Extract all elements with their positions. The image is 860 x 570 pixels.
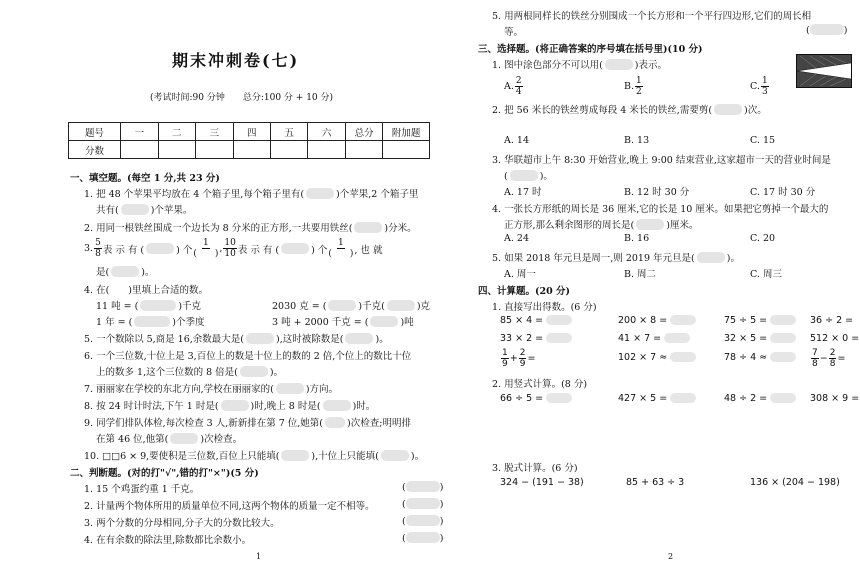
calc-sub-1: 1. 直接写出得数。(6 分)	[492, 302, 597, 313]
answer-blank[interactable]	[387, 300, 415, 311]
option-label: B.	[624, 81, 635, 92]
question-text: 8. 按 24 时计时法,下午 1 时是(	[84, 401, 219, 412]
choice-option-c[interactable]: C. 周三	[750, 269, 782, 280]
section-calc-heading	[478, 283, 570, 297]
fraction-numerator: 2	[829, 348, 836, 358]
choice-option-a[interactable]: A. 17 时	[504, 187, 542, 198]
answer-blank[interactable]	[406, 515, 440, 526]
judge-answer[interactable]	[402, 498, 443, 510]
calc-item	[724, 352, 796, 363]
question-text: 1 年 = (	[96, 317, 133, 328]
question-text: )分米。	[384, 223, 417, 234]
fraction-denominator: 8	[95, 249, 101, 259]
question-text: )。	[375, 334, 389, 345]
fraction	[761, 76, 769, 97]
paren: )	[439, 533, 444, 544]
score-header-cell: 四	[233, 123, 270, 141]
score-cell[interactable]	[233, 141, 270, 159]
answer-blank[interactable]	[306, 188, 334, 199]
calc-item	[618, 393, 696, 404]
score-cell[interactable]	[121, 141, 158, 159]
answer-blank[interactable]	[697, 252, 725, 263]
question-3-cont	[96, 264, 154, 278]
fraction-numerator: 1	[338, 238, 344, 248]
choice-question-3: 3. 华联超市上午 8:30 开始营业,晚上 9:00 结束营业,这家超市一天的营业时间是	[492, 155, 831, 166]
section-heading: 四、计算题。	[478, 286, 536, 297]
answer-blank[interactable]	[810, 24, 844, 35]
calc-item	[618, 315, 696, 326]
question-text: )次。	[744, 105, 767, 116]
section-note: (将正确答案的序号填在括号里)(10 分)	[535, 44, 703, 55]
score-table-header-row	[69, 123, 430, 141]
answer-blank[interactable]	[605, 59, 633, 70]
question-text: )。	[141, 267, 155, 278]
calc-item: 136 × (204 − 198)	[750, 477, 840, 488]
question-4: 4. 在( )里填上合适的数。	[84, 285, 208, 296]
fraction	[829, 348, 837, 369]
answer-blank[interactable]	[246, 333, 274, 344]
score-cell[interactable]	[270, 141, 307, 159]
choice-question-4-cont	[504, 217, 698, 231]
answer-blank[interactable]	[510, 170, 538, 181]
answer-blank[interactable]	[670, 315, 696, 325]
question-text: )个季度	[172, 317, 205, 328]
calc-expr: 32 × 5 =	[724, 333, 768, 344]
fraction-numerator: 2	[515, 76, 522, 86]
calc-expr: 48 ÷ 2 =	[724, 393, 768, 404]
fraction	[635, 76, 643, 97]
fraction	[94, 238, 102, 259]
answer-blank[interactable]	[636, 219, 664, 230]
fraction-denominator: 4	[515, 87, 522, 97]
question-text: )。	[269, 367, 284, 378]
question-4-item	[272, 314, 414, 328]
calc-expr: 33 × 2 =	[500, 333, 544, 344]
calc-expr: 200 × 8 =	[618, 315, 668, 326]
answer-blank[interactable]	[170, 433, 198, 444]
calc-sub-3: 3. 脱式计算。(6 分)	[492, 463, 578, 474]
question-6-cont	[96, 364, 283, 378]
fraction-numerator: 2	[519, 348, 526, 358]
choice-option-c[interactable]: C. 20	[750, 233, 776, 244]
question-text: 10. □□6 × 9,要使积是三位数,百位上只能填(	[84, 451, 280, 462]
fraction-denominator: 2	[636, 87, 642, 97]
choice-option-b[interactable]: B. 13	[624, 135, 650, 146]
answer-blank[interactable]	[546, 315, 572, 325]
answer-blank[interactable]	[323, 400, 351, 411]
choice-option-a[interactable]	[504, 76, 524, 97]
judge-item: 4. 在有余数的除法里,除数都比余数小。	[84, 535, 252, 546]
score-header-cell: 附加题	[383, 123, 430, 141]
choice-option-c[interactable]: C. 15	[750, 135, 776, 146]
question-text: )时,晚上 8 时是(	[250, 401, 321, 412]
score-table-score-row	[69, 141, 430, 159]
fraction	[328, 238, 353, 259]
question-text: )。	[539, 171, 553, 182]
answer-blank[interactable]	[770, 315, 796, 325]
calc-item	[810, 393, 859, 404]
question-text: )次检查;明明排	[347, 418, 411, 429]
question-5	[84, 331, 389, 345]
fraction-numerator: 7	[812, 348, 818, 358]
score-header-cell: 一	[121, 123, 158, 141]
calc-expr: 85 × 4 =	[500, 315, 544, 326]
calc-expr: 75 ÷ 5 =	[724, 315, 768, 326]
fraction-denominator: 8	[812, 359, 818, 369]
calc-item	[500, 393, 572, 404]
exam-info: (考试时间:90 分钟 总分:100 分 + 10 分)	[150, 93, 334, 103]
calc-item	[810, 333, 859, 344]
question-text: 5. 如果 2018 年元旦是周一,则 2019 年元旦是(	[492, 253, 695, 264]
answer-blank[interactable]	[354, 222, 382, 233]
question-text: 11 吨 = (	[96, 301, 139, 312]
answer-blank[interactable]	[546, 333, 572, 343]
judge-answer[interactable]	[402, 532, 443, 544]
calc-item	[810, 348, 845, 369]
question-text: )千克	[178, 301, 202, 312]
question-text: 正方形,那么剩余图形的周长是(	[504, 220, 635, 231]
calc-expr: 512 × 0 =	[810, 333, 860, 344]
calc-item	[618, 352, 696, 363]
paren: (	[806, 25, 810, 36]
paren: (	[402, 516, 406, 527]
calc-sub-2: 2. 用竖式计算。(8 分)	[492, 379, 588, 390]
question-1	[84, 186, 418, 200]
calc-item	[500, 315, 572, 326]
fraction-numerator: 1	[202, 238, 209, 248]
fraction-denominator: 10	[224, 249, 236, 259]
judge-item: 3. 两个分数的分母相同,分子大的分数比较大。	[84, 518, 280, 529]
answer-blank[interactable]	[328, 300, 356, 311]
choice-question-3-cont	[504, 168, 553, 182]
question-text: 在第 46 位,他第(	[96, 434, 169, 445]
calc-expr: 36 ÷ 2 =	[810, 315, 854, 326]
question-7	[84, 381, 338, 395]
answer-blank[interactable]	[714, 104, 742, 115]
fraction-numerator: 10	[224, 238, 236, 248]
question-6: 6. 一个三位数,十位上是 3,百位上的数是十位上的数的 2 倍,个位上的数比十位	[84, 351, 412, 362]
fraction	[501, 348, 509, 369]
question-text: 2030 克 = (	[272, 301, 327, 312]
judge-item: 2. 计量两个物体所用的质量单位不同,这两个物体的质量一定不相等。	[84, 501, 375, 512]
answer-blank[interactable]	[406, 481, 440, 492]
judge-item-5-cont: 等。	[504, 27, 524, 38]
fraction-numerator: 1	[636, 76, 642, 86]
calc-expr: 308 × 9 =	[810, 393, 860, 404]
choice-question-4: 4. 一张长方形纸的周长是 36 厘米,它的长是 10 厘米。如果把它剪掉一个最大的	[492, 204, 829, 215]
operator: =	[837, 353, 846, 364]
calc-item	[724, 315, 796, 326]
choice-question-1	[492, 57, 667, 71]
choice-option-c[interactable]	[750, 76, 770, 97]
question-text: , 也 就	[354, 244, 383, 256]
question-4-item	[96, 314, 205, 328]
answer-blank[interactable]	[370, 316, 398, 327]
fraction-denominator: 9	[519, 359, 526, 369]
choice-option-b[interactable]	[624, 76, 644, 97]
calc-item	[618, 333, 690, 344]
answer-blank[interactable]	[670, 352, 696, 362]
fraction-numerator: 1	[502, 348, 508, 358]
judge-item-5: 5. 用两根同样长的铁丝分别围成一个长方形和一个平行四边形,它们的周长相	[492, 11, 812, 22]
question-text: (	[504, 171, 508, 182]
section-judge-heading	[70, 465, 259, 479]
operator: −	[819, 353, 828, 364]
answer-blank[interactable]	[546, 393, 572, 403]
answer-blank[interactable]	[281, 450, 309, 461]
answer-blank[interactable]	[134, 316, 170, 327]
paren: (	[402, 533, 406, 544]
question-text: )个苹果。	[150, 205, 193, 216]
page-number: 2	[668, 552, 674, 561]
question-text: 2. 把 56 米长的铁丝剪成每段 4 米长的铁丝,需要剪(	[492, 105, 713, 116]
answer-blank[interactable]	[240, 366, 268, 377]
question-text: )克	[416, 301, 431, 312]
question-10	[84, 448, 424, 462]
fraction-denominator: 9	[502, 359, 508, 369]
score-header-cell: 五	[270, 123, 307, 141]
section-heading: 三、选择题。	[478, 44, 536, 55]
calc-item	[724, 333, 796, 344]
score-cell[interactable]	[308, 141, 345, 159]
question-2	[84, 220, 417, 234]
question-text: )。	[726, 253, 740, 264]
question-text: 7. 丽丽家在学校的东北方向,学校在丽丽家的(	[84, 384, 274, 395]
score-row-label: 分数	[69, 141, 121, 159]
question-9-cont	[96, 431, 242, 445]
answer-blank[interactable]	[221, 400, 249, 411]
choice-option-b[interactable]: B. 16	[624, 233, 650, 244]
fraction	[519, 348, 527, 369]
question-1-cont	[96, 202, 192, 216]
question-text: 是(	[96, 267, 110, 278]
question-text: 5. 一个数除以 5,商是 16,余数最大是(	[84, 334, 245, 345]
calc-item: 324 − (191 − 38)	[500, 477, 584, 488]
section-fill-blank-heading	[70, 170, 220, 184]
question-text: 9. 同学们排队体检,每次检查 3 人,新新排在第 7 位,她第(	[84, 418, 324, 429]
question-text: 2. 用同一根铁丝围成一个边长为 8 分米的正方形,一共要用铁丝(	[84, 223, 353, 234]
question-8	[84, 398, 375, 412]
answer-blank[interactable]	[770, 333, 796, 343]
answer-blank[interactable]	[670, 393, 696, 403]
fraction	[515, 76, 523, 97]
operator: +	[509, 353, 518, 364]
shaded-rectangle-figure	[796, 54, 852, 88]
choice-option-a[interactable]: A. 24	[504, 233, 529, 244]
calc-expr: 66 ÷ 5 =	[500, 393, 544, 404]
question-text: 3 吨 + 2000 千克 = (	[272, 317, 369, 328]
option-label: C.	[750, 81, 760, 92]
page-two	[440, 0, 860, 570]
score-cell[interactable]	[383, 141, 430, 159]
question-3: 3. $\frac{5}{8}$ 表 示 有 ( ) 个 $\frac{1}{( )}$ , $\frac{10}{10}$ 表 示 有 ( ) 个 $\frac{1}{( )}$ , 也 就	[84, 238, 383, 259]
paren: )	[439, 516, 444, 527]
calc-item	[500, 333, 572, 344]
question-text: )吨	[400, 317, 414, 328]
paren: (	[402, 482, 406, 493]
paper-title: 期末冲刺卷(七)	[172, 51, 300, 70]
paren: )	[439, 499, 444, 510]
paren: )	[439, 482, 444, 493]
fraction-denominator[interactable]: ( )	[328, 249, 354, 259]
score-table	[68, 122, 430, 159]
calc-item	[500, 348, 535, 369]
question-text: 1. 图中涂色部分不可以用(	[492, 60, 603, 71]
question-text: 1. 把 48 个苹果平均放在 4 个箱子里,每个箱子里有(	[84, 189, 305, 200]
choice-option-a[interactable]: A. 周一	[504, 269, 536, 280]
calc-expr: 102 × 7 ≈	[618, 352, 668, 363]
score-header-cell: 二	[158, 123, 195, 141]
question-text: )千克(	[358, 301, 385, 312]
question-text: )次检查。	[200, 434, 243, 445]
answer-blank[interactable]	[406, 498, 440, 509]
question-text: )个苹果,2 个箱子里	[336, 189, 419, 200]
judge-answer[interactable]	[806, 24, 847, 36]
answer-blank[interactable]	[381, 450, 409, 461]
answer-blank[interactable]	[281, 243, 309, 254]
answer-blank[interactable]	[406, 532, 440, 543]
judge-answer[interactable]	[402, 481, 443, 493]
score-header-cell: 总分	[345, 123, 382, 141]
question-text: 上的数多 1,这个三位数的 8 倍是(	[96, 367, 238, 378]
score-header-cell: 题号	[69, 123, 121, 141]
section-heading: 二、判断题。	[70, 468, 128, 479]
answer-blank[interactable]	[345, 333, 373, 344]
choice-option-b[interactable]: B. 12 时 30 分	[624, 187, 690, 198]
score-cell[interactable]	[345, 141, 382, 159]
section-note: (20 分)	[535, 286, 571, 297]
calc-item	[724, 393, 796, 404]
operator: =	[527, 353, 536, 364]
answer-blank[interactable]	[111, 266, 139, 277]
fraction-denominator: 3	[761, 87, 768, 97]
question-text: 表 示 有 (	[102, 244, 145, 256]
question-text: )。	[410, 451, 425, 462]
answer-blank[interactable]	[121, 204, 149, 215]
answer-blank[interactable]	[146, 243, 174, 254]
question-text: )厘米。	[666, 220, 699, 231]
paren: )	[843, 25, 848, 36]
answer-blank[interactable]	[325, 417, 345, 428]
question-text: ),十位上只能填(	[311, 451, 379, 462]
choice-question-5	[492, 250, 740, 264]
score-header-cell: 三	[196, 123, 233, 141]
paren: (	[402, 499, 406, 510]
answer-blank[interactable]	[770, 352, 796, 362]
section-choice-heading	[478, 41, 703, 55]
question-text: ) 个	[176, 244, 193, 256]
calc-expr: 427 × 5 =	[618, 393, 668, 404]
question-4-item	[272, 298, 430, 312]
section-note: (每空 1 分,共 23 分)	[127, 173, 220, 184]
question-text: )时。	[352, 401, 376, 412]
question-text: 共有(	[96, 205, 119, 216]
fraction-denominator: 8	[829, 359, 836, 369]
question-9	[84, 415, 411, 429]
answer-blank[interactable]	[770, 393, 796, 403]
calc-item: 85 + 63 ÷ 3	[626, 477, 685, 488]
question-text: 表 示 有 (	[237, 244, 280, 256]
choice-option-a[interactable]: A. 14	[504, 135, 529, 146]
fraction-numerator: 5	[95, 238, 101, 248]
fraction-denominator[interactable]: ( )	[193, 249, 219, 259]
question-text: )表示。	[634, 60, 668, 71]
fraction-numerator: 1	[761, 76, 768, 86]
choice-option-c[interactable]: C. 17 时 30 分	[750, 187, 816, 198]
fraction	[193, 238, 218, 259]
answer-blank[interactable]	[140, 300, 176, 311]
page-number: 1	[256, 552, 262, 561]
calc-expr: 78 ÷ 4 ≈	[724, 352, 768, 363]
question-text: ) 个	[311, 244, 328, 256]
question-text: ),这时被除数是(	[276, 334, 344, 345]
fraction	[811, 348, 819, 369]
calc-expr: 41 × 7 =	[618, 333, 662, 344]
fraction	[223, 238, 236, 259]
score-cell[interactable]	[158, 141, 195, 159]
answer-blank[interactable]	[664, 333, 690, 343]
section-heading: 一、填空题。	[70, 173, 128, 184]
choice-option-b[interactable]: B. 周二	[624, 269, 657, 280]
question-text: )方向。	[305, 384, 339, 395]
section-note: (对的打"√",错的打"×")(5 分)	[127, 468, 259, 479]
question-text: 3.	[84, 243, 94, 254]
calc-item	[810, 315, 853, 326]
judge-answer[interactable]	[402, 515, 443, 527]
judge-item: 1. 15 个鸡蛋约重 1 千克。	[84, 484, 200, 495]
score-cell[interactable]	[196, 141, 233, 159]
answer-blank[interactable]	[276, 383, 304, 394]
choice-question-2	[492, 102, 767, 116]
option-label: A.	[504, 81, 514, 92]
score-header-cell: 六	[308, 123, 345, 141]
question-4-item	[96, 298, 201, 312]
